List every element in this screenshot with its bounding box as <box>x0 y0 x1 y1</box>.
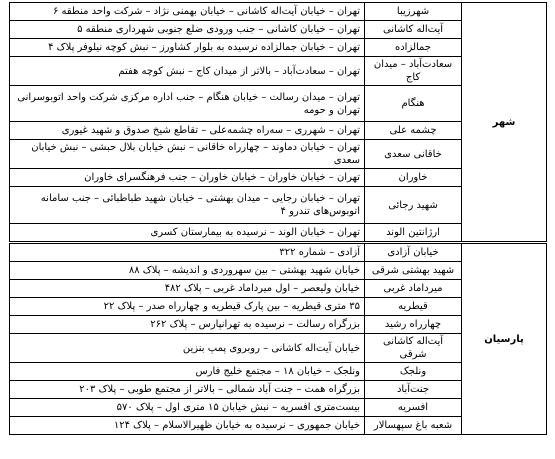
branch-name: خاوران <box>365 169 462 187</box>
branch-address: بزرگراه همت – جنت آباد شمالی – بالاتر از مجتمع طوبی – پلاک ۲۰۳ <box>10 381 365 399</box>
branch-address: خیابان جمهوری – نرسیده به خیابان ظهیرالاسلام – پلاک ۱۲۴ <box>10 417 365 435</box>
branch-name: شهید رجائی <box>365 187 462 224</box>
branch-address: تهران – خیابان دماوند – چهارراه خاقانی – نبش خیابان بلال حبشی – نبش خیابان سعدی <box>10 140 365 169</box>
branch-name: شعبه باغ سپهسالار <box>365 417 462 435</box>
branch-address-table <box>9 2 547 435</box>
branch-address: تهران – خیابان آیت‌اله کاشانی – خیابان بهمنی نژاد – شرکت واحد منطقه ۶ <box>10 3 365 21</box>
branch-address: بیست‌متری افسریه – نبش خیابان ۱۵ متری اول – پلاک ۵۷۰ <box>10 399 365 417</box>
branch-name: خاقانی سعدی <box>365 140 462 169</box>
branch-name: میرداماد غربی <box>365 280 462 298</box>
branch-address: خیابان ولیعصر – اول میرداماد غربی – پلاک ۴۸۲ <box>10 280 365 298</box>
branch-name: جنت‌آباد <box>365 381 462 399</box>
branch-name: شهرزیبا <box>365 3 462 21</box>
branch-address: تهران – خیابان خاوران – خیابان خاوران – جنب فرهنگسرای خاوران <box>10 169 365 187</box>
branch-address: تهران – خیابان رجایی – میدان بهشتی – خیابان شهید طباطبائی – جنب سامانه اتوبوس‌های تندرو ۴ <box>10 187 365 224</box>
branch-name: قیطریه <box>365 298 462 316</box>
branch-name: ارژانتین الوند <box>365 224 462 243</box>
branch-address: تهران – خیابان الوند – نرسیده به بیمارستان کسری <box>10 224 365 243</box>
table-row <box>10 3 547 21</box>
branch-name: چشمه علی <box>365 122 462 140</box>
branch-name: سعادت‌آباد – میدان کاج <box>365 57 462 86</box>
branch-name: ونلجک <box>365 363 462 381</box>
branch-address: تهران – خیابان کاشانی – جنب ورودی ضلع جنوبی شهرداری منطقه ۵ <box>10 21 365 39</box>
branch-name: افسریه <box>365 399 462 417</box>
group-title: پارسیان <box>462 243 547 435</box>
branch-address: خیابان آیت‌اله کاشانی – روبروی پمپ بنزین <box>10 334 365 363</box>
branch-address: بزرگراه رسالت – نرسیده به تهرانپارس – پلاک ۲۶۲ <box>10 316 365 334</box>
branch-address: تهران – خیابان جمالزاده نرسیده به بلوار کشاورز – نبش کوچه نیلوفر پلاک ۴ <box>10 39 365 57</box>
group-title: شهر <box>462 3 547 243</box>
branch-name: چهارراه رشید <box>365 316 462 334</box>
branch-address: آزادی – شماره ۳۲۲ <box>10 243 365 262</box>
branch-name: شهید بهشتی شرقی <box>365 262 462 280</box>
branch-address: تهران – سعادت‌آباد – بالاتر از میدان کاج – نبش کوچه هفتم <box>10 57 365 86</box>
table-body <box>10 3 547 435</box>
table-row <box>10 243 547 262</box>
branch-address: ۳۵ متری قیطریه – بین پارک قیطریه و چهارراه صدر – پلاک ۲۲ <box>10 298 365 316</box>
branch-address: ونلجک – خیابان ۱۸ – مجتمع خلیج فارس <box>10 363 365 381</box>
branch-name: جمالزاده <box>365 39 462 57</box>
branch-address: خیابان شهید بهشتی – بین سهروردی و اندیشه – پلاک ۸۸ <box>10 262 365 280</box>
branch-name: آیت‌اله کاشانی شرقی <box>365 334 462 363</box>
branch-address: تهران – شهرری – سه‌راه چشمه‌علی – تقاطع شیخ صدوق و شهید غیوری <box>10 122 365 140</box>
branch-name: آیت‌اله کاشانی <box>365 21 462 39</box>
branch-name: هنگام <box>365 86 462 122</box>
branch-name: خیابان آزادی <box>365 243 462 262</box>
branch-address: تهران – میدان رسالت – خیابان هنگام – جنب اداره مرکزی شرکت واحد اتوبوسرانی تهران و حومه <box>10 86 365 122</box>
